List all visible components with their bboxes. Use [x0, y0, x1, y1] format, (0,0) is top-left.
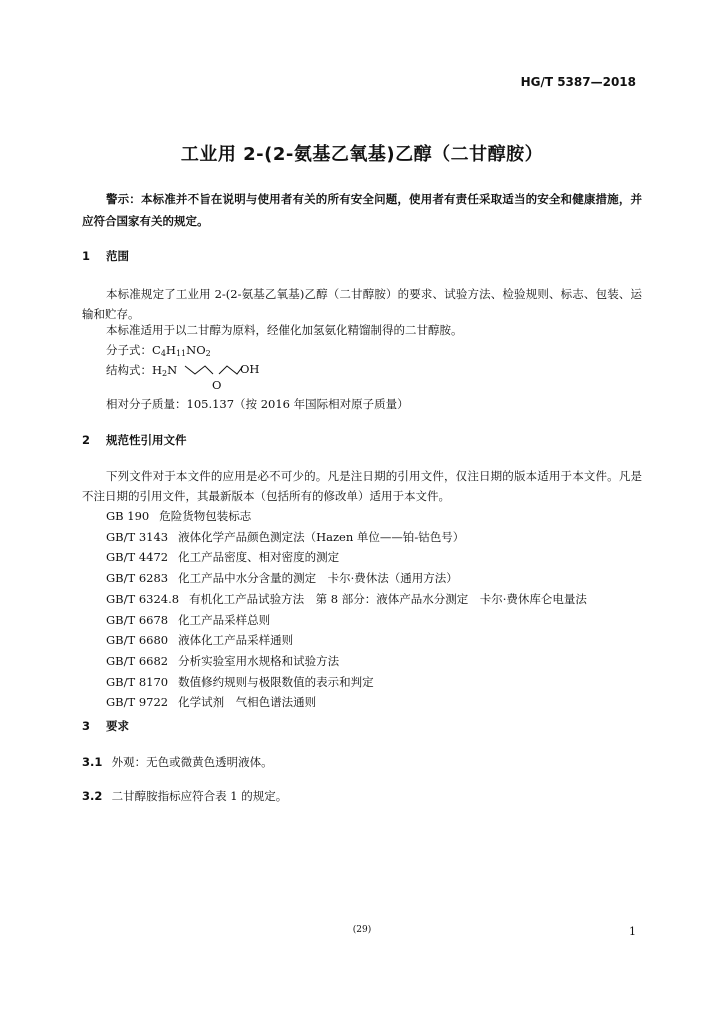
- section-2-heading: [82, 432, 187, 448]
- section-title: 规范性引用文件: [106, 433, 187, 447]
- clause-text: 二甘醇胺指标应符合表 1 的规定。: [111, 789, 288, 803]
- reference-code: GB/T 6678: [106, 612, 169, 627]
- reference-title: 化学试剂 气相色谱法通则: [178, 695, 317, 710]
- reference-title: 危险货物包装标志: [159, 509, 252, 523]
- section-number: 1: [82, 249, 91, 263]
- reference-code: GB/T 6283: [106, 571, 169, 586]
- reference-title: 化工产品中水分含量的测定 卡尔·费休法（通用方法）: [178, 571, 458, 586]
- document-code: HG/T 5387—2018: [520, 75, 636, 89]
- reference-item: [106, 547, 587, 568]
- scope-paragraph-2: 本标准适用于以二甘醇为原料，经催化加氢氨化精馏制得的二甘醇胺。: [106, 323, 463, 337]
- reference-code: GB/T 8170: [106, 674, 169, 689]
- reference-code: GB/T 4472: [106, 550, 169, 565]
- section-number: 3: [82, 719, 91, 733]
- clause-3-1: [82, 754, 273, 770]
- structural-formula: [106, 362, 177, 378]
- warning-notice: 警示：本标准并不旨在说明与使用者有关的所有安全问题，使用者有责任采取适当的安全和健康措施，并应符合国家有关的规定。: [82, 192, 642, 228]
- reference-code: GB/T 9722: [106, 695, 169, 710]
- reference-item: [106, 568, 587, 589]
- scope-paragraph-1: 本标准规定了工业用 2-(2-氨基乙氧基)乙醇（二甘醇胺）的要求、试验方法、检验规则、标志、包装、运输和贮存。: [82, 287, 642, 321]
- reference-item: [106, 672, 587, 693]
- formula-c: C: [152, 343, 161, 357]
- reference-code: GB/T 3143: [106, 529, 169, 544]
- reference-title: 化工产品采样总则: [178, 612, 271, 627]
- reference-title: 有机化工产品试验方法 第 8 部分：液体产品水分测定 卡尔·费休库仑电量法: [189, 591, 587, 606]
- clause-text: 外观：无色或微黄色透明液体。: [111, 755, 273, 769]
- reference-code: GB/T 6324.8: [106, 591, 180, 606]
- formula-no: NO: [186, 343, 206, 357]
- structure-hydroxyl: OH: [240, 362, 260, 376]
- reference-title: 液体化学产品颜色测定法（Hazen 单位——铂-钴色号）: [178, 529, 465, 544]
- section-3-heading: [82, 718, 129, 734]
- reference-code: GB/T 6682: [106, 653, 169, 668]
- reference-item: [106, 589, 587, 610]
- structure-label: 结构式：: [106, 363, 152, 377]
- references-intro: 下列文件对于本文件的应用是必不可少的。凡是注日期的引用文件，仅注日期的版本适用于本文件。凡是不注日期的引用文件，其最新版本（包括所有的修改单）适用于本文件。: [82, 469, 642, 503]
- formula-c-subscript: 4: [160, 349, 166, 358]
- reference-code: GB 190: [106, 509, 150, 523]
- molecular-mass: 相对分子质量：105.137（按 2016 年国际相对原子质量）: [106, 397, 409, 411]
- clause-number: 3.2: [82, 789, 103, 803]
- section-1-heading: [82, 248, 129, 264]
- reference-code: GB/T 6680: [106, 633, 169, 648]
- page-number: 1: [629, 925, 636, 938]
- reference-title: 化工产品密度、相对密度的测定: [178, 550, 340, 565]
- formula-h-subscript: 11: [175, 349, 187, 358]
- reference-list: [106, 506, 587, 713]
- structure-n: N: [167, 363, 178, 377]
- formula-h: H: [165, 343, 176, 357]
- formula-no-subscript: 2: [205, 349, 211, 358]
- reference-item: [106, 651, 587, 672]
- reference-item: [106, 527, 587, 548]
- structure-oxygen: O: [212, 378, 222, 392]
- section-title: 要求: [106, 719, 130, 733]
- molecular-formula: [106, 342, 211, 358]
- reference-item: [106, 630, 587, 651]
- clause-number: 3.1: [82, 755, 103, 769]
- reference-item: [106, 506, 587, 527]
- reference-item: [106, 692, 587, 713]
- reference-title: 液体化工产品采样通则: [178, 633, 294, 648]
- formula-label: 分子式：: [106, 343, 152, 357]
- footer-page-code: (29): [352, 925, 372, 935]
- reference-title: 分析实验室用水规格和试验方法: [178, 653, 340, 668]
- reference-item: [106, 610, 587, 631]
- section-number: 2: [82, 433, 91, 447]
- structure-h: H: [152, 363, 163, 377]
- clause-3-2: [82, 788, 287, 804]
- reference-title: 数值修约规则与极限数值的表示和判定: [178, 674, 374, 689]
- section-title: 范围: [106, 249, 130, 263]
- structure-h-subscript: 2: [162, 369, 168, 378]
- document-title: 工业用 2-(2-氨基乙氧基)乙醇（二甘醇胺）: [180, 144, 544, 165]
